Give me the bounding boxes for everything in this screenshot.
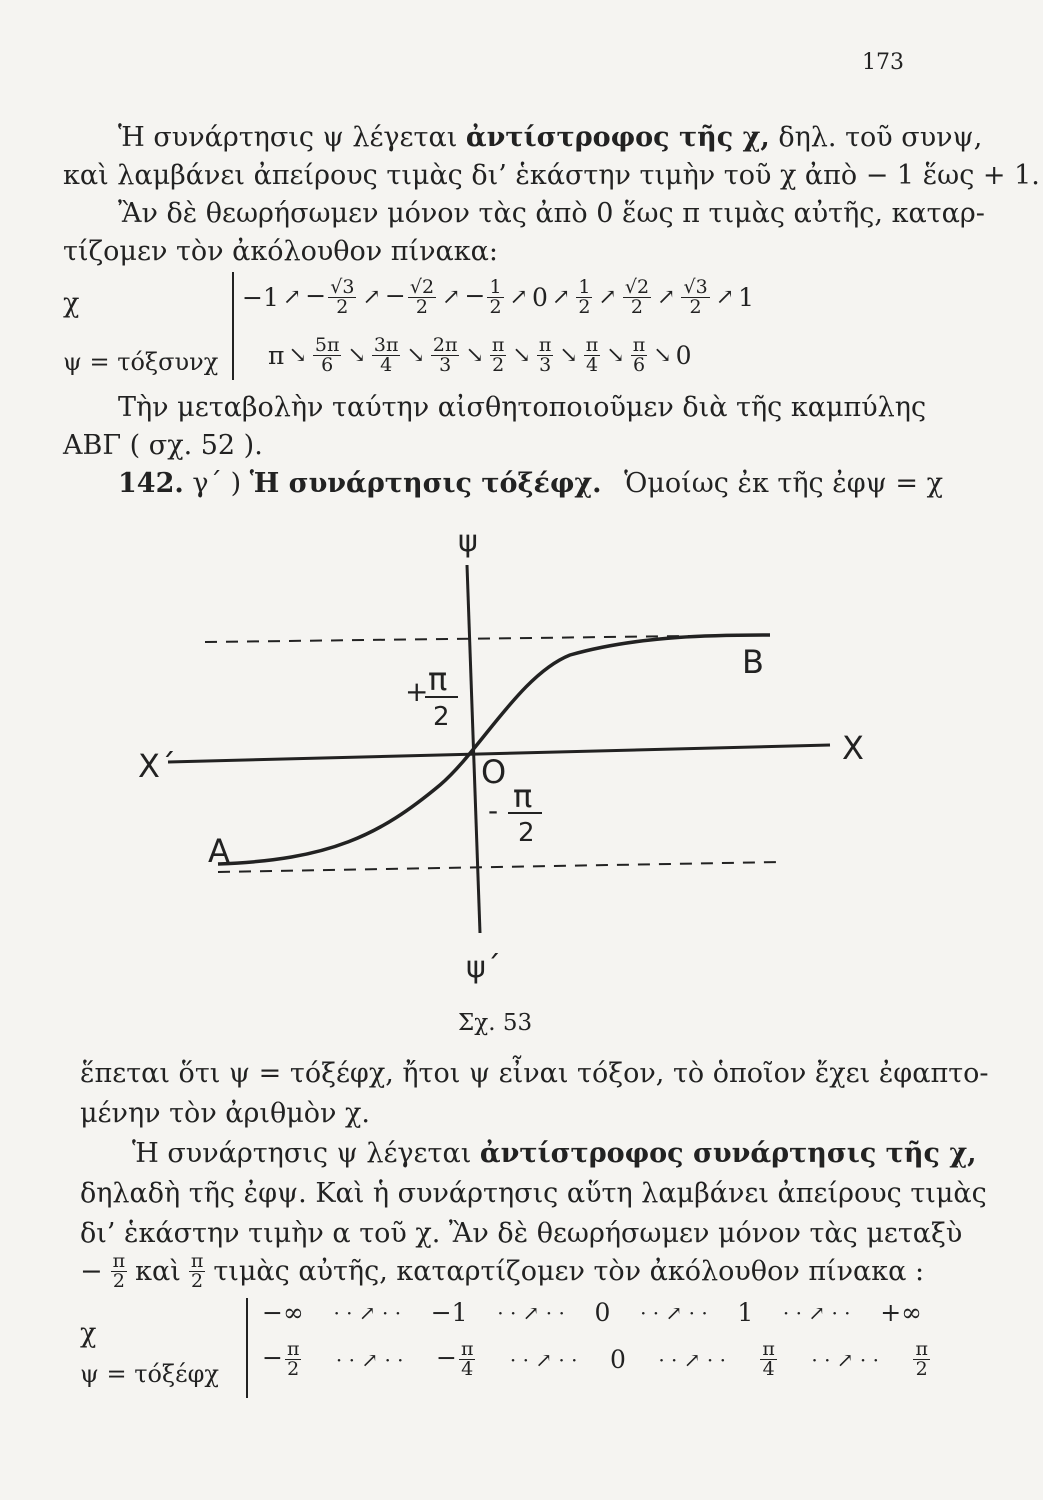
up-arrow-icon: ↗ xyxy=(362,285,381,310)
table2-x-value: −∞ xyxy=(262,1298,304,1327)
up-arrow-icon: ↗ xyxy=(598,285,617,310)
up-arrow-icon: ↗ xyxy=(509,285,528,310)
label-minus: - xyxy=(488,794,499,827)
up-arrow-icon: ↗ xyxy=(657,285,676,310)
lower-asymptote xyxy=(218,862,780,872)
label-minus-pi: π xyxy=(513,777,533,815)
table1-y-value: $\frac{\pi}{3}$ xyxy=(538,334,552,376)
label-psi-bottom: ψ΄ xyxy=(466,950,501,985)
up-arrow-icon: ↗ xyxy=(715,285,735,310)
dots-arrow: · · ↗ · · xyxy=(335,1347,404,1372)
table1-y-value: $\frac{3\pi}{4}$ xyxy=(373,334,399,376)
down-arrow-icon: ↘ xyxy=(653,343,672,368)
table1-x-value: 1 xyxy=(738,283,755,312)
table1-x-value: $\frac{√2}{2}$ xyxy=(624,276,650,318)
table2-y-value: 0 xyxy=(609,1345,626,1374)
label-point-b: Β xyxy=(742,643,764,681)
para3-line1: ἕπεται ὅτι ψ = τόξέφχ, ἤτοι ψ εἶναι τόξον, τὸ ὁποῖον ἔχει ἐφαπτο- xyxy=(80,1058,989,1089)
para1-line3: Ἂν δὲ θεωρήσωμεν μόνον τὰς ἀπὸ 0 ἕως π τιμὰς αὐτῆς, καταρ- xyxy=(118,198,985,229)
table2-brace xyxy=(246,1298,248,1398)
table1-x-label: χ xyxy=(63,288,80,319)
label-x-right: Χ xyxy=(842,729,864,767)
dots-arrow: · · ↗ · · xyxy=(782,1300,851,1325)
para3-line6-rest: τιμὰς αὐτῆς, καταρτίζομεν τὸν ἀκόλουθον πίνακα : xyxy=(213,1256,925,1287)
table1-x-value: $\frac{1}{2}$ xyxy=(578,276,591,318)
label-plus-two: 2 xyxy=(433,702,450,732)
figure-53 xyxy=(0,515,1043,1045)
table1-x-value: −1 xyxy=(242,283,279,312)
table2-y-value: − $\frac{\pi}{4}$ xyxy=(435,1338,474,1380)
label-minus-two: 2 xyxy=(518,818,535,848)
para3-line2: μένην τὸν ἀριθμὸν χ. xyxy=(80,1098,370,1129)
para3-line5: δι’ ἑκάστην τιμὴν α τοῦ χ. Ἂν δὲ θεωρήσωμεν μόνον τὰς μεταξὺ xyxy=(80,1218,963,1249)
table1-y-value: $\frac{\pi}{4}$ xyxy=(585,334,599,376)
down-arrow-icon: ↘ xyxy=(606,343,625,368)
section-142-title: Ἡ συνάρτησις τόξέφχ. xyxy=(249,468,602,499)
table2-x-value: +∞ xyxy=(880,1298,922,1327)
dots-arrow: · · ↗ · · xyxy=(658,1347,726,1372)
table1-x-value: $\frac{√3}{2}$ xyxy=(683,276,708,318)
table2-y-value: $\frac{\pi}{2}$ xyxy=(915,1338,928,1380)
table1-y-value: $\frac{2\pi}{3}$ xyxy=(432,334,458,376)
table1-y-value: $\frac{\pi}{2}$ xyxy=(491,334,505,376)
frac-num: π xyxy=(190,1250,204,1272)
figure-caption: Σχ. 53 xyxy=(458,1010,533,1036)
table2-y-label: ψ = τόξέφχ xyxy=(80,1360,219,1388)
para1-line1-bold: ἀντίστροφος τῆς χ, xyxy=(465,122,770,153)
para3-line3-bold: ἀντίστροφος συνάρτησις τῆς χ, xyxy=(479,1138,977,1169)
page-number: 173 xyxy=(862,50,904,75)
fraction-pi-over-2-b xyxy=(189,1252,206,1291)
table1-x-row xyxy=(242,278,754,317)
label-plus: + xyxy=(405,675,429,708)
section-142-rest: Ὁμοίως ἐκ τῆς ἐφψ = χ xyxy=(624,468,943,499)
down-arrow-icon: ↘ xyxy=(512,343,531,368)
label-point-a: Α xyxy=(208,832,230,870)
dots-arrow: · · ↗ · · xyxy=(509,1347,578,1372)
para3-line6 xyxy=(80,1252,924,1291)
table1-x-value: − $\frac{1}{2}$ xyxy=(464,276,502,318)
para1-line2: καὶ λαμβάνει ἀπείρους τιμὰς δι’ ἑκάστην τιμὴν τοῦ χ ἀπὸ − 1 ἕως + 1. xyxy=(63,160,1040,191)
down-arrow-icon: ↘ xyxy=(347,343,366,368)
table1-x-value: 0 xyxy=(531,283,548,312)
down-arrow-icon: ↘ xyxy=(406,343,425,368)
down-arrow-icon: ↘ xyxy=(288,343,307,368)
table1-y-value: 0 xyxy=(675,341,692,370)
dots-arrow: · · ↗ · · xyxy=(333,1300,402,1325)
up-arrow-icon: ↗ xyxy=(442,285,461,310)
down-arrow-icon: ↘ xyxy=(559,343,578,368)
table1-y-label: ψ = τόξσυνχ xyxy=(63,348,219,376)
up-arrow-icon: ↗ xyxy=(551,285,571,310)
table2-x-row xyxy=(262,1298,922,1327)
para2-line1: Τὴν μεταβολὴν ταύτην αἰσθητοποιοῦμεν διὰ τῆς καμπύλης xyxy=(118,392,927,423)
para3-line3 xyxy=(132,1138,976,1169)
para3-line4: δηλαδὴ τῆς ἐφψ. Καὶ ἡ συνάρτησις αὕτη λαμβάνει ἀπείρους τιμὰς xyxy=(80,1178,987,1209)
para1-line1 xyxy=(118,122,982,153)
frac-num: π xyxy=(112,1250,126,1272)
section-142-sub: γ΄ ) xyxy=(192,468,242,499)
table2-x-value: 0 xyxy=(594,1298,611,1327)
frac-den: 2 xyxy=(191,1270,204,1292)
para1-line1-start: Ἡ συνάρτησις ψ λέγεται xyxy=(118,122,458,153)
section-142-number: 142. xyxy=(118,468,184,499)
table1-y-value: $\frac{\pi}{6}$ xyxy=(632,334,646,376)
table1-brace xyxy=(232,272,234,380)
label-plus-pi: π xyxy=(428,660,448,698)
table2-y-value: − $\frac{\pi}{2}$ xyxy=(262,1338,300,1380)
table1-y-row xyxy=(268,336,692,375)
table2-x-label: χ xyxy=(80,1318,97,1349)
down-arrow-icon: ↘ xyxy=(465,343,484,368)
table2-y-row xyxy=(262,1340,932,1379)
section-142-heading xyxy=(118,468,943,499)
up-arrow-icon: ↗ xyxy=(282,285,302,310)
label-origin: Ο xyxy=(481,753,507,791)
para1-line4: τίζομεν τὸν ἀκόλουθον πίνακα: xyxy=(63,236,498,267)
para2-line2: ΑΒΓ ( σχ. 52 ). xyxy=(63,430,263,461)
para3-line3-start: Ἡ συνάρτησις ψ λέγεται xyxy=(132,1138,472,1169)
para3-line6-and: καὶ xyxy=(135,1256,181,1287)
frac-den: 2 xyxy=(112,1270,125,1292)
label-x-left: Χ΄ xyxy=(138,747,176,785)
table1-x-value: − $\frac{√2}{2}$ xyxy=(384,276,435,318)
table2-x-value: 1 xyxy=(737,1298,754,1327)
table2-y-value: $\frac{\pi}{4}$ xyxy=(762,1338,775,1380)
table2-x-value: −1 xyxy=(430,1298,468,1327)
label-psi-top: ψ xyxy=(458,524,478,559)
dots-arrow: · · ↗ · · xyxy=(640,1300,708,1325)
table1-x-value: − $\frac{√3}{2}$ xyxy=(305,276,355,318)
dots-arrow: · · ↗ · · xyxy=(497,1300,565,1325)
table1-y-value: $\frac{5\pi}{6}$ xyxy=(314,334,340,376)
dots-arrow: · · ↗ · · xyxy=(811,1347,879,1372)
para3-line6-minus: − xyxy=(80,1256,103,1287)
table1-y-value: π xyxy=(268,341,285,370)
para1-line1-end: δηλ. τοῦ συνψ, xyxy=(778,122,983,153)
fraction-pi-over-2-a xyxy=(111,1252,128,1291)
